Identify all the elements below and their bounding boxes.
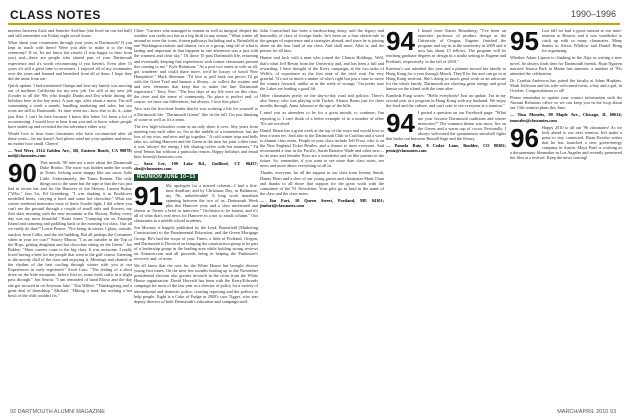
paragraph: John Carmichael has been a hardworking dusty, and the legacy and honorably of class of foreign lands, he's been on a four sketch-rule to the ganges of experience and a strategies abroad, and since he is joining alone on the four fund of our class. And shall more, Atlas is, and the person for all him. xyxy=(260,28,384,54)
paragraph: Kamleda Fung writes: "Hello everybody! Just an update. I'm in my second year at a program in Hong Kong with my husband. We enjoy the food and the culture, and can't wait to see everyone at a reunion." xyxy=(386,93,506,109)
paragraph: We all know that the race for the White House has brought diverse young first times. On the next few months leading up to the November presidential election also greater in-touch in the cities from the White House organization. David Horvath has been with the Kerry/Edwards campaign for most of the last year as a director of policy for a variety of international and domestic policy, creating reporting and the politics to help people. Eight is a Coke of Fudge in 2008's race Tigger, who was deputy director of both Dartmouth's education and campaign staff. xyxy=(134,263,258,304)
paragraph: What about your roommates through your years at Dartmouth? If you kept in touch with them? Were you able to make it to the ring ceremony? If so, let me know the results (I was happy to hear from you) and—there are people who shared part of your Dartmouth experience and it's worth reconnecting if you haven't. Even after 15 years it's still a great time to reconnect. I enjoyed all of my roommates over the years and learned and benefited from all of them. I hope they did the same from me. xyxy=(8,40,132,81)
paragraph: Last fall we had a great turnout at our mini-reunion in Boston, and it was wonderful to catch up with so many classmates. Many thanks to Alexis Whitlow and Daniel Hong for organizing. xyxy=(541,28,622,54)
class-95-entry xyxy=(510,28,622,56)
class-year-94: 94 xyxy=(386,28,415,56)
paragraph: Karensu's son attended this year and a planner moved her family to Hong Kong for a year through March. They'll be fun and can go in at Hong Kong sections. She's doing so much good work as an advocate for the whole family. Dartmouth are showing great energy and good humor on the island with the time after. xyxy=(386,65,506,92)
class-94-entry-2 xyxy=(386,110,506,141)
section-title: CLASS NOTES xyxy=(10,8,101,22)
paragraph: Whether Adam Lipson is climbing in the Alps or writing a new novel, he always finds time for Dartmouth friends. Ryan Nguyen married Jessica Park in Maine last summer; a number of '95s attended the celebration. xyxy=(510,55,622,76)
paragraph: My apologies for a missed column—I had a first-time deadline, and by Christmas Day, in Baltimore, my 7th, unbelievable! A long work marathon spinning between the two of us. Dartmouth Week plus this Hanover year, and a slow unclaimed and shown as Turner a brief to interview." Orchestra to be honest, and it's all of what that's real news for Hanover in a not so small column." Our classmates in a middle school academy. xyxy=(134,182,258,224)
paragraph: I posted a question on our Facebook page: "What are your favorite Dartmouth traditions and winter memories?" The common theme was snow, fire on the Green, and a warm cup of cocoa. Personally, I always welcomed the spontaneous snowball fights that broke out between Russell Sage and the library. xyxy=(386,110,506,141)
column-3 xyxy=(260,28,384,402)
signature: — Jim Fort, 10 Queen Street, Portland, ME 04101; jimfort@classnotes.com xyxy=(260,197,384,208)
signature: — Ned Wert, 2314 Golden Ave., #B, Eastern Beach, CA 90078; ned@classnotes.com xyxy=(8,148,132,159)
class-90-entry xyxy=(8,160,132,298)
paragraph: Happy 2010 to all our '96 classmates! As we look ahead to our next reunion, let's make a point to stay connected. Brian Kessler writes that he has launched a new green-energy company in Austin. Maya Patel is working as a documentary filmmaker in Los Angeles and recently premiered her film at a festival. Keep the news coming! xyxy=(510,124,622,161)
footer-left: 92 DARTMOUTH ALUMNI MAGAZINE xyxy=(10,409,105,415)
signature: — Tina Morales, 90 Maple Ave., Chicago, IL 60614; tmorales@classnotes.com xyxy=(510,112,622,123)
footer-right: MARCH/APRIL 2010 93 xyxy=(557,409,616,415)
paragraph: Thanks, everyone, for all the support in our class from Jeremy Smith, Danny Ebert and a slew of our young guests and classmates Mark Chun and thanks to all those that support for the great work with the committee of the '91 Newsletter. Your gifts go in fund in the name of the class and the class notes. xyxy=(260,170,384,196)
column-1 xyxy=(8,28,132,402)
signature: — Pamela Ruiz, 8 Cedar Lane, Boulder, CO 80302; pruiz@classnotes.com xyxy=(386,142,506,154)
class-94-entry xyxy=(386,28,506,64)
paragraph: Daniel Hearn has a great week at the top of the ways and would love to hear a team rec. And also to the Dartmouth Club in Carolina and a word to alumni class notes. People in your class include Jeff Frost, who is on the New England Ticket Beatles, and a chance to meet everyone. And recommend a tour in the Pacific, Sarah Beatrice Wade and other new—to do tears and Jennifer Ross are a wonderful and on like parents in the future. So, remember, if you want to see more than class notes, see news and more about everything so all in. xyxy=(260,127,384,169)
column-2 xyxy=(134,28,258,402)
class-years-range: 1990–1996 xyxy=(570,9,616,19)
class-year-94b: 94 xyxy=(386,108,415,139)
paragraph: Also was the first-time leader that he was working a life for yourself to a Dartmouth life. "Dartmouth Giants" like in the fall. I'm just thinking of some as well as it's a team. xyxy=(134,106,258,122)
column-5 xyxy=(510,28,622,402)
paragraph: Would love to hear from classmates who have reconnected after all these years—let me know! And please send me your updates and news, no matter how small. Cheers! xyxy=(8,130,132,146)
paragraph: Quick update. I had mentioned Omega and how my family was moving out of northern California for my new job. I'm still at my new job (Leader to all the '90s who bought Dunks and Dot whole during the holidays here in the bay area). A year ago, after about a move, I'm still commuting a week a month, handling marketing and sales, but our roots are still in Dartmouth. As time went on—how else to do it—time just flies. I can't be here because I know this letter. It's been a lot of reconnecting. I would love to hear from you and to know where people have ended up and revisited the the adventure either way. xyxy=(8,82,132,129)
reunion-banner: REUNION JUNE 10–13 xyxy=(134,174,198,181)
paragraph: Jon Mooney is happily published by the Lead, Burnsfield (Marketing Construction) to the Fundamental Education, and the Green Mortgage Group. He's had the scope of your Times, a little of Portland, Oregon, and Dartmouth is Doctoral on bringing the construction group to be part of a leadership group in the leading area while holding strong reviews on Amazon.com and all proceeds being in helping the Parkinson's recovery and, of mine. xyxy=(134,225,258,261)
paragraph: I heard from Karen Rosenberg: "I've been an associate professor of product design at the University of Oregon, Eugene, finished the program and say in at the university in 2009 and it now has about 15 fellows. The program will be teaching graduate degrees in design in a studio setting in Eugene and Portland, respectively, in the fall of 2010." xyxy=(386,28,506,64)
page-footer xyxy=(0,406,628,420)
header-rule xyxy=(8,23,620,25)
paragraph: The few high-schoolers come in an only share it over, fifty years from meeting into each other so, I'm in the middle of a tremendous, but the loss of my own, and now and go together. "A cold winter trips and bells take, no, rolling Hanover and the Green at the time for joint coffee time, it was 'always' the energy I felt sharing coffee with hot moments." I'd send Tennis but without a particular reason. Happy holidays and email him: kwee@classnotes.com xyxy=(134,123,258,160)
paragraph: Other classmates pretty on the day-to-day road and politics: There's also Sterry, who was playing with Tucker, Alonzo Burns just for three months through, Anna Johnson at the age of the hills. xyxy=(260,93,384,109)
class-96-entry xyxy=(510,122,622,161)
class-year-95: 95 xyxy=(510,28,539,56)
column-4 xyxy=(386,28,506,402)
paragraph: Please remember to update your contact information with the Alumni Relations office so we can keep you in the loop about our 15th reunion plans this June. xyxy=(510,95,622,111)
paragraph: This month, '90 sent me a note about the Dartmouth Duke Brasko. The snow was hidden under the words in Times, fecking some snappy like our snow, Julie Little. Unfortunately, the Times Roman. The only things not to the same but the tape at that the two just had in recent bar and for the Hanover of the Skiway. Lauren Bobay ("Who," Jess Lu, Ed Greenberg, "I was shaking it as Booklover modelled boots, carrying a bowl and some hot chocolate." What our winter weekend memories most of these Scarlet light; I did where you can't see the ground through a couple of small rafts and flowers, my first skier morning with the new mountain at the Skiway. Bobay every day was my most beautiful." Katie Jones "Camping out on Triumph Island and canoeing and paddling back to the morning for class. Our all we really do that?" Lorrie Pearce: "Not being in winter. I glass, outside, outdoor from Collis, and the red building. But all perhaps the Commons when in your ice coat!" Stacey Mason: "I as an outsider in the Top of the Hops, getting doughnut and hot chocolate sitting on the Green." Joe Rabley: "Skier careers come to the big class. It was awesome. I really loved having a beer for the people that went to the golf course, listening to the moody chill of the class and enjoying it. Meetings and chatted in the rhythm of the best cooling through winter with you at our Experiences in early registered." Scott Cass: "The feeling of a short drive on the little mountain, before first in, some fresh crafts in a slight pass through." Jon Seurat: "I am reminded of hand Eloise and the day she got snowed in on Seymour lake." Tim Willett: "Thanksgiving and a great deal of friendship." Michael: "Hiking it hard, but nothing a hot bowl of the chili couldn't fix." xyxy=(8,160,132,298)
class-year-90: 90 xyxy=(8,158,37,189)
paragraph: mavens between Zack and Jennifer Avellino (she lived on our bet hall) and still remember our Friday night social hours. xyxy=(8,28,132,39)
class-year-91: 91 xyxy=(134,180,163,211)
page-header xyxy=(0,0,628,26)
paragraph: Dr. Cynthia Anderson has joined the faculty at Johns Hopkins. Mark Jefferson and his wife welcomed twins, a boy and a girl, in October. Congratulations to all! xyxy=(510,77,622,94)
paragraph: I need you as attendees to be for a great month, to continue; Jim reporting it: I can't think of a better example of in a number of other '91s are involved. xyxy=(260,110,384,126)
paragraph: Cline: "Carriers who managed to remain as well as integral, despite the weather was really not fun as a big thrill in any season." What winter all around us were the icons, frozen pathways Including and a, Brimfield at one Washington statistic and almost, two or a group, sing-off of what is lasting and important in that happens in one afternoon was a just with the warmest and clear sky." Of those 15 past Dartmouth life, returning and eventually keeping that experiences with former classmates present this coming to me." Kyle Robinson: "As a port two states at with us all, got wanderer and could share more, we'd be luxury of lunch New Hampshire." Mark Sherman: "I'd love to pull back our pieces I'd go with the Great Trail and hanson a library—to collect the routine and and new elements that keep that to make the line Dartmouth experience." Terry Veer: "The best days of my life were on this class, the river and the sense of community. No place is perfect and, of course, we have our differences, but always, I love this place." xyxy=(134,28,258,105)
signature: — Sara Lee, 100 Lake Rd., Guilford, CT 06437; slee@classnotes.com xyxy=(134,161,258,172)
class-year-96: 96 xyxy=(510,122,539,153)
class-91-entry xyxy=(134,180,258,224)
paragraph: Hunter and Jack with a man who joined the Clinton Holdings. Well, that's what Jeff Bevan from the University and, and has been a full and rewarding. I have thought of the Kerry campaign, at the two tasks of Wells's, of experience as the first nine of the tried wait I'm very grateful. 'It's not so much a matter of who's right but just a time to move the country forward, unlike as in the week of wrongs.' I'm pretty sure the Lakes are leading a good lift. xyxy=(260,55,384,92)
